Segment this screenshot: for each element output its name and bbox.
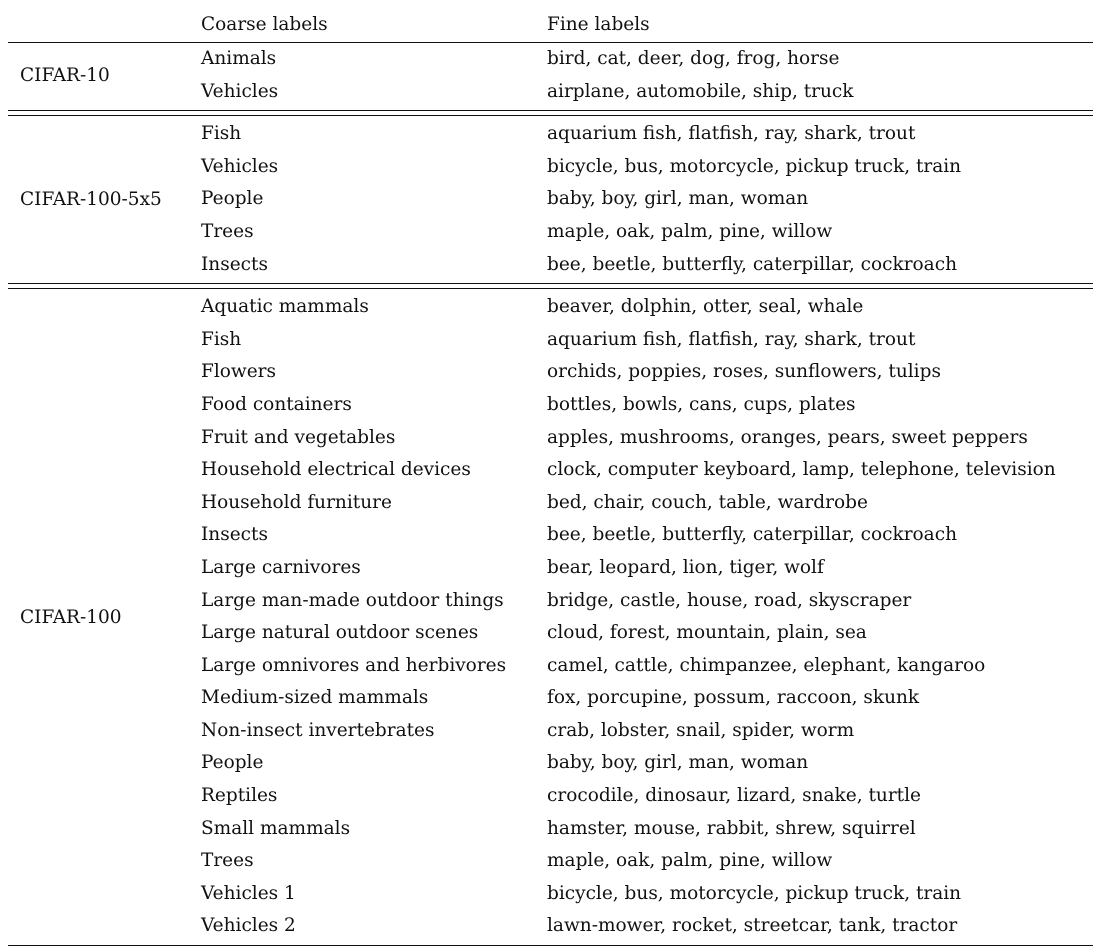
coarse-label: Aquatic mammals [201, 296, 369, 318]
fine-labels: maple, oak, palm, pine, willow [547, 220, 833, 242]
fine-labels: bridge, castle, house, road, skyscraper [547, 589, 912, 611]
fine-labels: clock, computer keyboard, lamp, telephone, television [547, 459, 1056, 481]
table-row [8, 43, 1093, 76]
header-coarse-labels: Coarse labels [201, 14, 328, 35]
table-row [8, 356, 1093, 389]
coarse-label: Fish [201, 328, 242, 350]
fine-labels: bear, leopard, lion, tiger, wolf [547, 556, 824, 578]
table-row [8, 487, 1093, 520]
table-row [8, 617, 1093, 650]
coarse-label: Trees [201, 220, 254, 242]
fine-labels: bicycle, bus, motorcycle, pickup truck, train [547, 155, 962, 177]
fine-labels: maple, oak, palm, pine, willow [547, 850, 833, 872]
coarse-label: Trees [201, 850, 254, 872]
dataset-name: CIFAR-10 [20, 65, 110, 87]
fine-labels: lawn-mower, rocket, streetcar, tank, tractor [547, 915, 958, 937]
fine-labels: aquarium fish, flatfish, ray, shark, trout [547, 328, 916, 350]
coarse-label: Insects [201, 524, 268, 546]
coarse-label: Small mammals [201, 817, 351, 839]
table-header [8, 8, 1093, 42]
table-row [8, 422, 1093, 455]
coarse-label: Medium-sized mammals [201, 687, 429, 709]
coarse-label: People [201, 752, 264, 774]
table-row [8, 650, 1093, 683]
table-row [8, 585, 1093, 618]
coarse-label: Insects [201, 253, 268, 275]
group-separator [8, 110, 1093, 116]
fine-labels: hamster, mouse, rabbit, shrew, squirrel [547, 817, 916, 839]
fine-labels: baby, boy, girl, man, woman [547, 752, 809, 774]
fine-labels: crocodile, dinosaur, lizard, snake, turtle [547, 785, 921, 807]
coarse-label: Vehicles [201, 80, 279, 102]
fine-labels: bee, beetle, butterfly, caterpillar, cockroach [547, 253, 957, 275]
table-row [8, 249, 1093, 282]
fine-labels: aquarium fish, flatfish, ray, shark, trout [547, 123, 916, 145]
coarse-label: Large omnivores and herbivores [201, 654, 507, 676]
dataset-group [8, 43, 1093, 108]
coarse-label: Non-insect invertebrates [201, 719, 435, 741]
table-row [8, 780, 1093, 813]
fine-labels: bottles, bowls, cans, cups, plates [547, 393, 856, 415]
table-row [8, 747, 1093, 780]
table-row [8, 324, 1093, 357]
dataset-group [8, 118, 1093, 281]
table-row [8, 76, 1093, 109]
table-row [8, 715, 1093, 748]
table-row [8, 910, 1093, 943]
coarse-label: Fish [201, 123, 242, 145]
label-table [8, 8, 1093, 946]
fine-labels: fox, porcupine, possum, raccoon, skunk [547, 687, 920, 709]
group-separator [8, 283, 1093, 289]
fine-labels: airplane, automobile, ship, truck [547, 80, 854, 102]
coarse-label: People [201, 188, 264, 210]
table-row [8, 552, 1093, 585]
table-body [8, 43, 1093, 943]
table-row [8, 118, 1093, 151]
coarse-label: Vehicles [201, 155, 279, 177]
coarse-label: Food containers [201, 393, 352, 415]
fine-labels: bed, chair, couch, table, wardrobe [547, 491, 868, 513]
table-row [8, 291, 1093, 324]
coarse-label: Fruit and vegetables [201, 426, 396, 448]
coarse-label: Flowers [201, 361, 277, 383]
coarse-label: Large natural outdoor scenes [201, 622, 479, 644]
coarse-label: Animals [201, 48, 277, 69]
table-row [8, 845, 1093, 878]
table-row [8, 454, 1093, 487]
table-row [8, 813, 1093, 846]
coarse-label: Large man-made outdoor things [201, 589, 504, 611]
coarse-label: Vehicles 1 [201, 882, 296, 904]
coarse-label: Household furniture [201, 491, 392, 513]
fine-labels: bicycle, bus, motorcycle, pickup truck, train [547, 882, 962, 904]
fine-labels: orchids, poppies, roses, sunflowers, tulips [547, 361, 941, 383]
dataset-name: CIFAR-100-5x5 [20, 189, 162, 211]
fine-labels: bee, beetle, butterfly, caterpillar, cockroach [547, 524, 957, 546]
table-row [8, 389, 1093, 422]
table-row [8, 151, 1093, 184]
fine-labels: beaver, dolphin, otter, seal, whale [547, 296, 864, 318]
header-fine-labels: Fine labels [547, 14, 650, 35]
table-row [8, 183, 1093, 216]
bottom-rule [8, 945, 1093, 946]
table-row [8, 878, 1093, 911]
fine-labels: apples, mushrooms, oranges, pears, sweet peppers [547, 426, 1028, 448]
table-row [8, 682, 1093, 715]
table-row [8, 519, 1093, 552]
fine-labels: cloud, forest, mountain, plain, sea [547, 622, 867, 644]
fine-labels: camel, cattle, chimpanzee, elephant, kangaroo [547, 654, 986, 676]
dataset-name: CIFAR-100 [20, 606, 122, 628]
coarse-label: Vehicles 2 [201, 915, 296, 937]
coarse-label: Household electrical devices [201, 459, 471, 481]
dataset-group [8, 291, 1093, 943]
coarse-label: Large carnivores [201, 556, 361, 578]
table-row [8, 216, 1093, 249]
fine-labels: crab, lobster, snail, spider, worm [547, 719, 855, 741]
coarse-label: Reptiles [201, 785, 278, 807]
fine-labels: baby, boy, girl, man, woman [547, 188, 809, 210]
fine-labels: bird, cat, deer, dog, frog, horse [547, 48, 840, 69]
